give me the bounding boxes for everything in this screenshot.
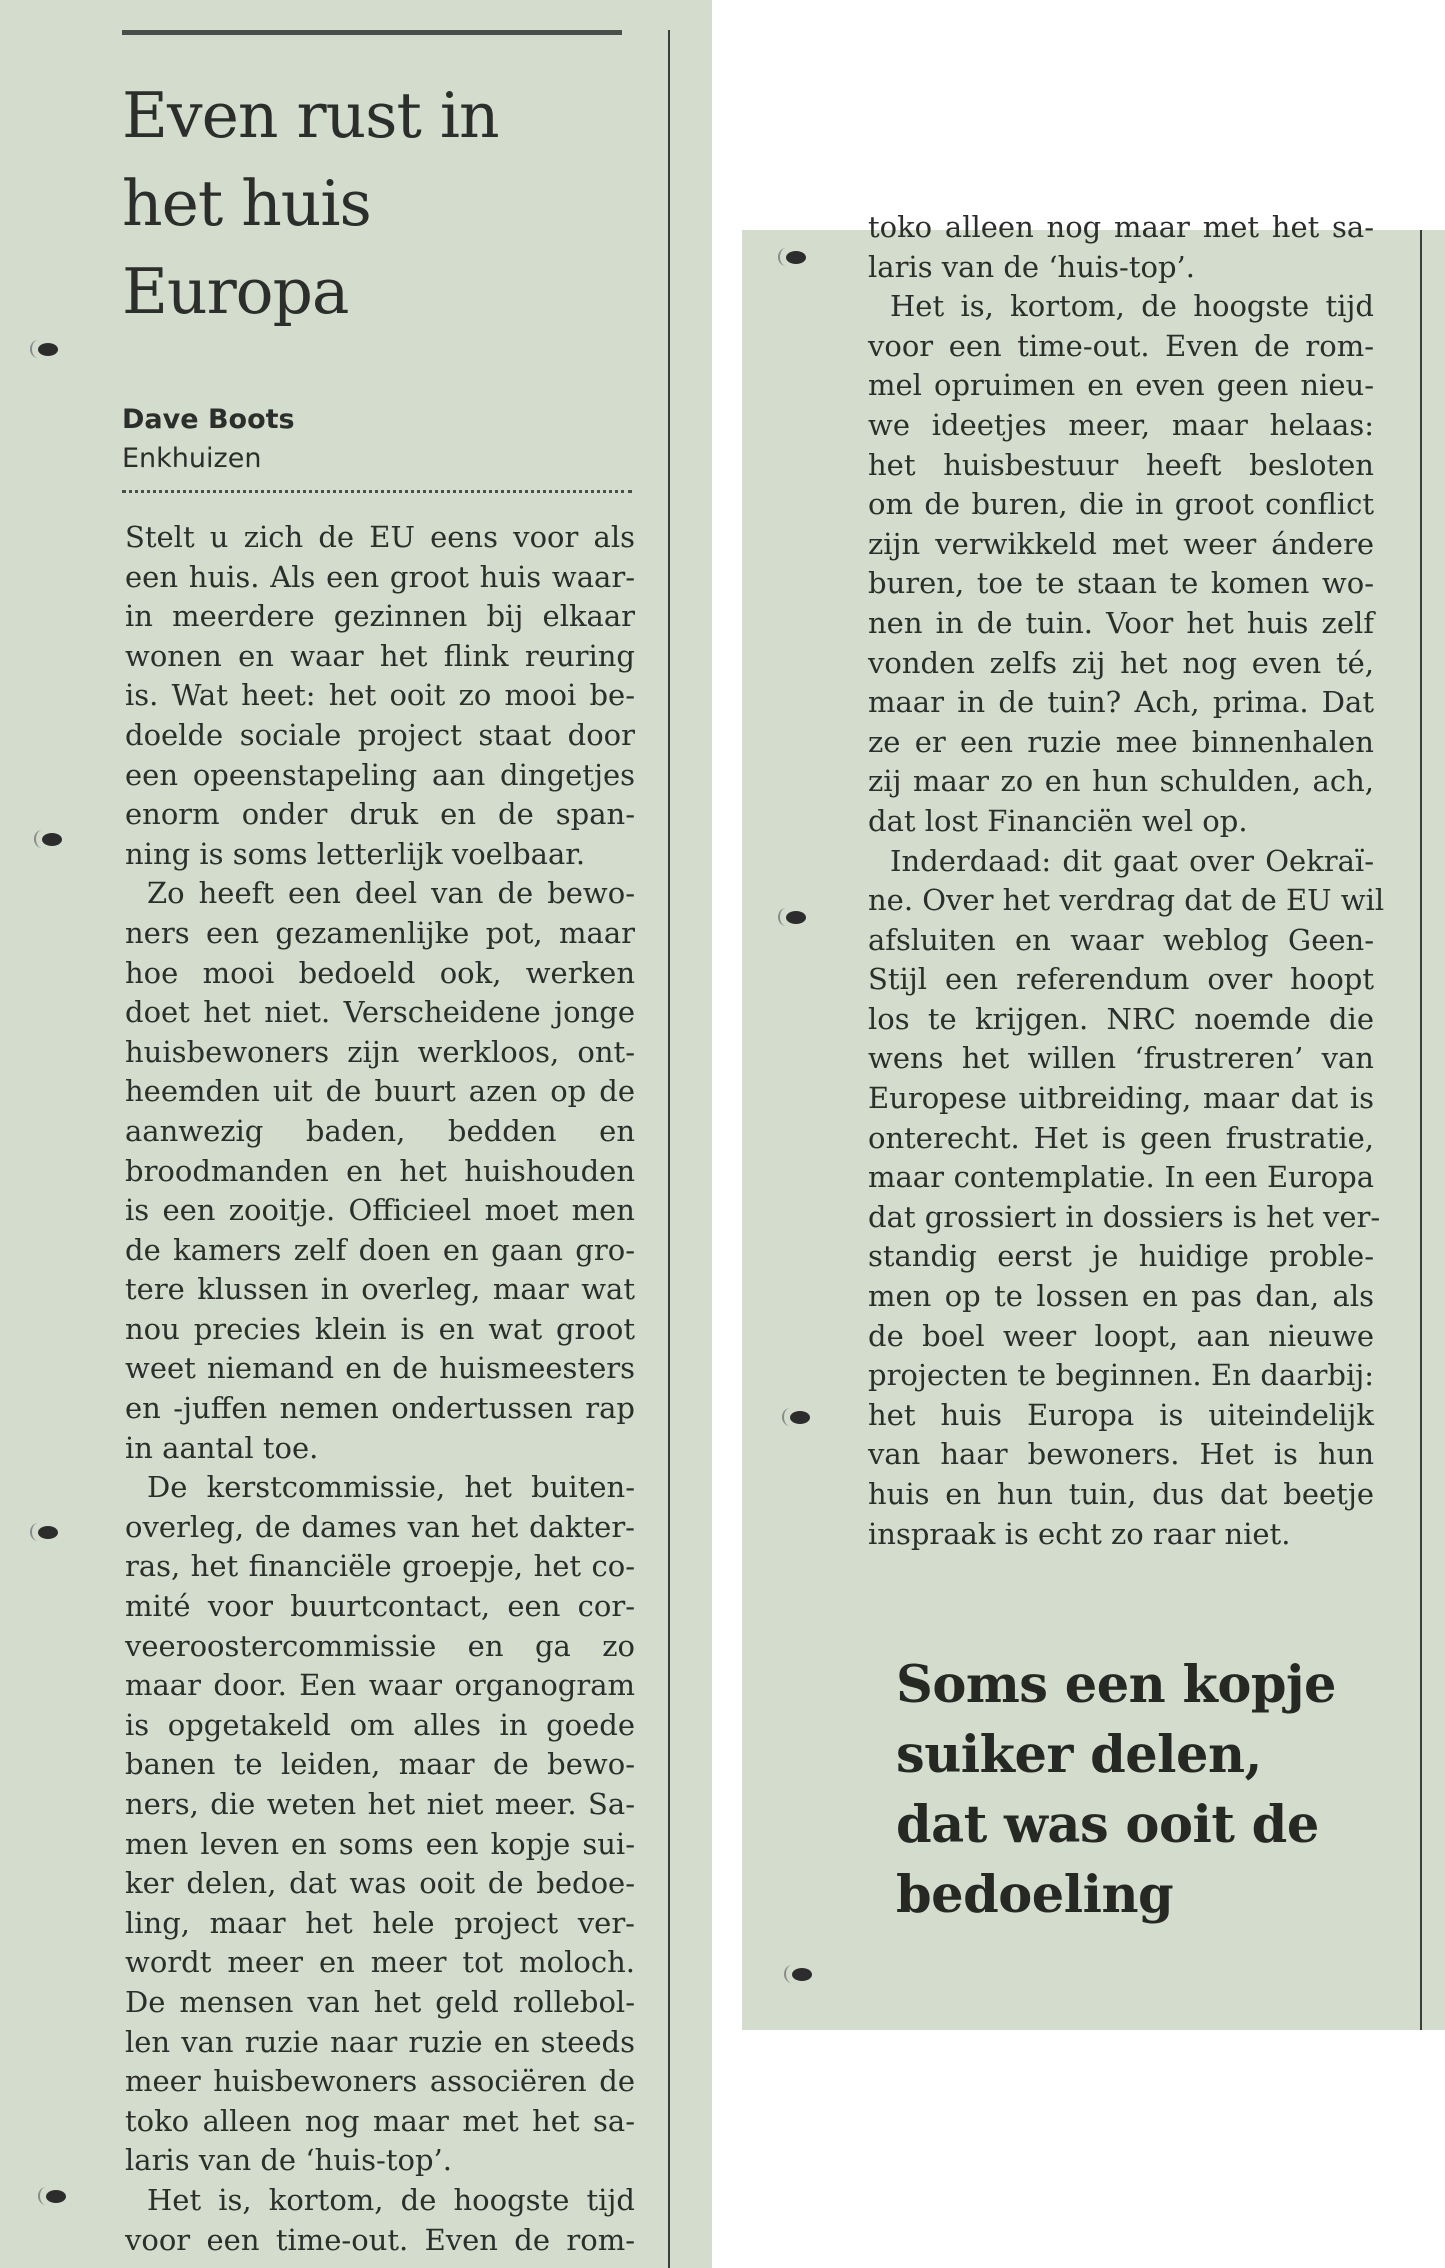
article-text-line: wordt meer en meer tot moloch. <box>125 1945 635 1980</box>
article-text-line: len van ruzie naar ruzie en steeds <box>125 2024 635 2059</box>
article-text-line: het huisbestuur heeft besloten <box>868 447 1374 482</box>
article-text-line: standig eerst je huidige proble- <box>868 1239 1374 1274</box>
article-text-line: de kamers zelf doen en gaan gro- <box>125 1232 635 1267</box>
headline-line: het huis <box>122 167 371 240</box>
article-text-line: ne. Over het verdrag dat de EU wil <box>868 883 1385 918</box>
article-text-line: banen te leiden, maar de bewo- <box>125 1747 635 1782</box>
author-place: Enkhuizen <box>122 443 262 474</box>
article-text-line: ners, die weten het niet meer. Sa- <box>125 1787 635 1821</box>
article-text-line: een opeenstapeling aan dingetjes <box>125 757 635 792</box>
punch-hole-icon <box>30 1523 60 1541</box>
article-text-line: veeroostercommissie en ga zo <box>125 1628 635 1663</box>
headline-line: Europa <box>122 255 349 328</box>
article-text-line: los te krijgen. NRC noemde die <box>868 1001 1374 1036</box>
article-text-line: doelde sociale project staat door <box>125 717 635 752</box>
article-text-line: dat grossiert in dossiers is het ver- <box>868 1199 1381 1234</box>
article-text-line: vonden zelfs zij het nog even té, <box>868 645 1374 680</box>
pull-quote-line: suiker delen, <box>896 1725 1262 1785</box>
article-text-line: huis en hun tuin, dus dat beetje <box>868 1477 1374 1511</box>
article-text-line: Europese uitbreiding, maar dat is <box>868 1081 1374 1116</box>
newspaper-column-left <box>0 0 712 2268</box>
article-text-line: huisbewoners zijn werkloos, ont- <box>125 1034 635 1069</box>
dotted-divider <box>122 490 632 493</box>
article-text-line: Het is, kortom, de hoogste tijd <box>890 289 1374 324</box>
pull-quote-line: Soms een kopje <box>896 1655 1336 1715</box>
author-name: Dave Boots <box>122 404 295 435</box>
article-text-line: overleg, de dames van het dakter- <box>125 1509 635 1544</box>
article-text-line: onterecht. Het is geen frustratie, <box>868 1120 1374 1155</box>
article-text-line: De mensen van het geld rollebol- <box>125 1984 635 2019</box>
pull-quote-line: dat was ooit de <box>896 1795 1319 1855</box>
article-text-line: ker delen, dat was ooit de bedoe- <box>125 1866 635 1901</box>
article-text-line: men leven en soms een kopje sui- <box>125 1826 635 1861</box>
article-text-line: Stelt u zich de EU eens voor als <box>125 520 635 554</box>
article-text-line: buren, toe te staan te komen wo- <box>868 566 1374 601</box>
article-text-line: broodmanden en het huishouden <box>125 1153 635 1188</box>
article-text-line: laris van de ‘huis-top’. <box>125 2143 452 2178</box>
article-text-line: in aantal toe. <box>125 1430 319 1465</box>
article-text-line: om de buren, die in groot conflict <box>868 487 1374 522</box>
article-text-line: mité voor buurtcontact, een cor- <box>125 1589 635 1624</box>
article-text-line: we ideetjes meer, maar helaas: <box>868 407 1374 442</box>
article-text-line: men op te lossen en pas dan, als <box>868 1279 1374 1314</box>
article-text-line: doet het niet. Verscheidene jonge <box>125 995 635 1030</box>
column-divider <box>1420 230 1422 2030</box>
article-text-line: maar door. Een waar organogram <box>125 1668 635 1703</box>
article-text-line: Zo heeft een deel van de bewo- <box>147 876 635 911</box>
article-text-line: van haar bewoners. Het is hun <box>868 1437 1374 1472</box>
article-text-line: maar contemplatie. In een Europa <box>868 1160 1374 1195</box>
article-text-line: voor een time-out. Even de rom- <box>868 328 1374 363</box>
article-text-line: Het is, kortom, de hoogste tijd <box>147 2182 635 2217</box>
article-text-line: projecten te beginnen. En daarbij: <box>868 1358 1374 1393</box>
article-text-line: De kerstcommissie, het buiten- <box>147 1470 635 1505</box>
headline <box>122 72 642 336</box>
pull-quote <box>896 1650 1396 1930</box>
article-text-line: Inderdaad: dit gaat over Oekraï- <box>890 843 1374 878</box>
article-text-line: maar in de tuin? Ach, prima. Dat <box>868 685 1374 720</box>
article-text-line: toko alleen nog maar met het sa- <box>868 210 1374 244</box>
article-text-line: ners een gezamenlijke pot, maar <box>125 915 635 950</box>
punch-hole-icon <box>30 340 60 358</box>
article-text-line: zij maar zo en hun schulden, ach, <box>868 764 1374 799</box>
punch-hole-icon <box>782 1408 812 1426</box>
article-text-line: Stijl een referendum over hoopt <box>868 962 1374 997</box>
article-text-line: wens het willen ‘frustreren’ van <box>868 1041 1374 1076</box>
article-text-line: weet niemand en de huismeesters <box>125 1351 635 1386</box>
punch-hole-icon <box>38 2187 68 2205</box>
top-rule <box>122 30 622 35</box>
article-text-line: meer huisbewoners associëren de <box>125 2064 635 2099</box>
article-text-line: enorm onder druk en de span- <box>125 797 635 832</box>
article-text-line: ze er een ruzie mee binnenhalen <box>868 724 1374 759</box>
article-text-line: is opgetakeld om alles in goede <box>125 1707 635 1742</box>
article-body-left <box>125 518 635 2260</box>
punch-hole-icon <box>784 1965 814 1983</box>
column-divider <box>668 30 670 2268</box>
article-text-line: voor een time-out. Even de rom- <box>125 2222 635 2257</box>
punch-hole-icon <box>34 830 64 848</box>
article-body-right <box>868 208 1385 1554</box>
article-text-line: dat lost Financiën wel op. <box>868 803 1248 838</box>
article-text-line: het huis Europa is uiteindelijk <box>868 1397 1374 1432</box>
article-text-line: is. Wat heet: het ooit zo mooi be- <box>125 678 635 713</box>
article-text-line: hoe mooi bedoeld ook, werken <box>125 955 635 990</box>
article-text-line: heemden uit de buurt azen op de <box>125 1074 635 1109</box>
article-text-line: toko alleen nog maar met het sa- <box>125 2103 635 2138</box>
article-text-line: mel opruimen en even geen nieu- <box>868 368 1374 403</box>
headline-line: Even rust in <box>122 79 499 152</box>
article-text-line: nou precies klein is en wat groot <box>125 1311 635 1346</box>
article-text-line: zijn verwikkeld met weer ándere <box>868 526 1374 561</box>
newspaper-column-right <box>742 210 1445 2030</box>
article-text-line: ras, het financiële groepje, het co- <box>125 1549 635 1584</box>
article-text-line: nen in de tuin. Voor het huis zelf <box>868 605 1374 640</box>
article-text-line: de boel weer loopt, aan nieuwe <box>868 1318 1374 1353</box>
article-text-line: in meerdere gezinnen bij elkaar <box>125 599 635 634</box>
article-text-line: ling, maar het hele project ver- <box>125 1905 635 1940</box>
article-text-line: is een zooitje. Officieel moet men <box>125 1193 635 1228</box>
article-text-line: aanwezig baden, bedden en <box>125 1113 635 1148</box>
article-text-line: laris van de ‘huis-top’. <box>868 249 1195 284</box>
article-text-line: en -juffen nemen ondertussen rap <box>125 1391 635 1426</box>
article-text-line: afsluiten en waar weblog Geen- <box>868 922 1374 957</box>
article-text-line: tere klussen in overleg, maar wat <box>125 1272 635 1307</box>
pull-quote-line: bedoeling <box>896 1865 1174 1925</box>
punch-hole-icon <box>778 248 808 266</box>
article-text-line: wonen en waar het flink reuring <box>125 638 635 673</box>
article-text-line: inspraak is echt zo raar niet. <box>868 1516 1291 1551</box>
article-text-line: een huis. Als een groot huis waar- <box>125 559 635 594</box>
punch-hole-icon <box>778 908 808 926</box>
article-text-line: ning is soms letterlijk voelbaar. <box>125 836 586 871</box>
